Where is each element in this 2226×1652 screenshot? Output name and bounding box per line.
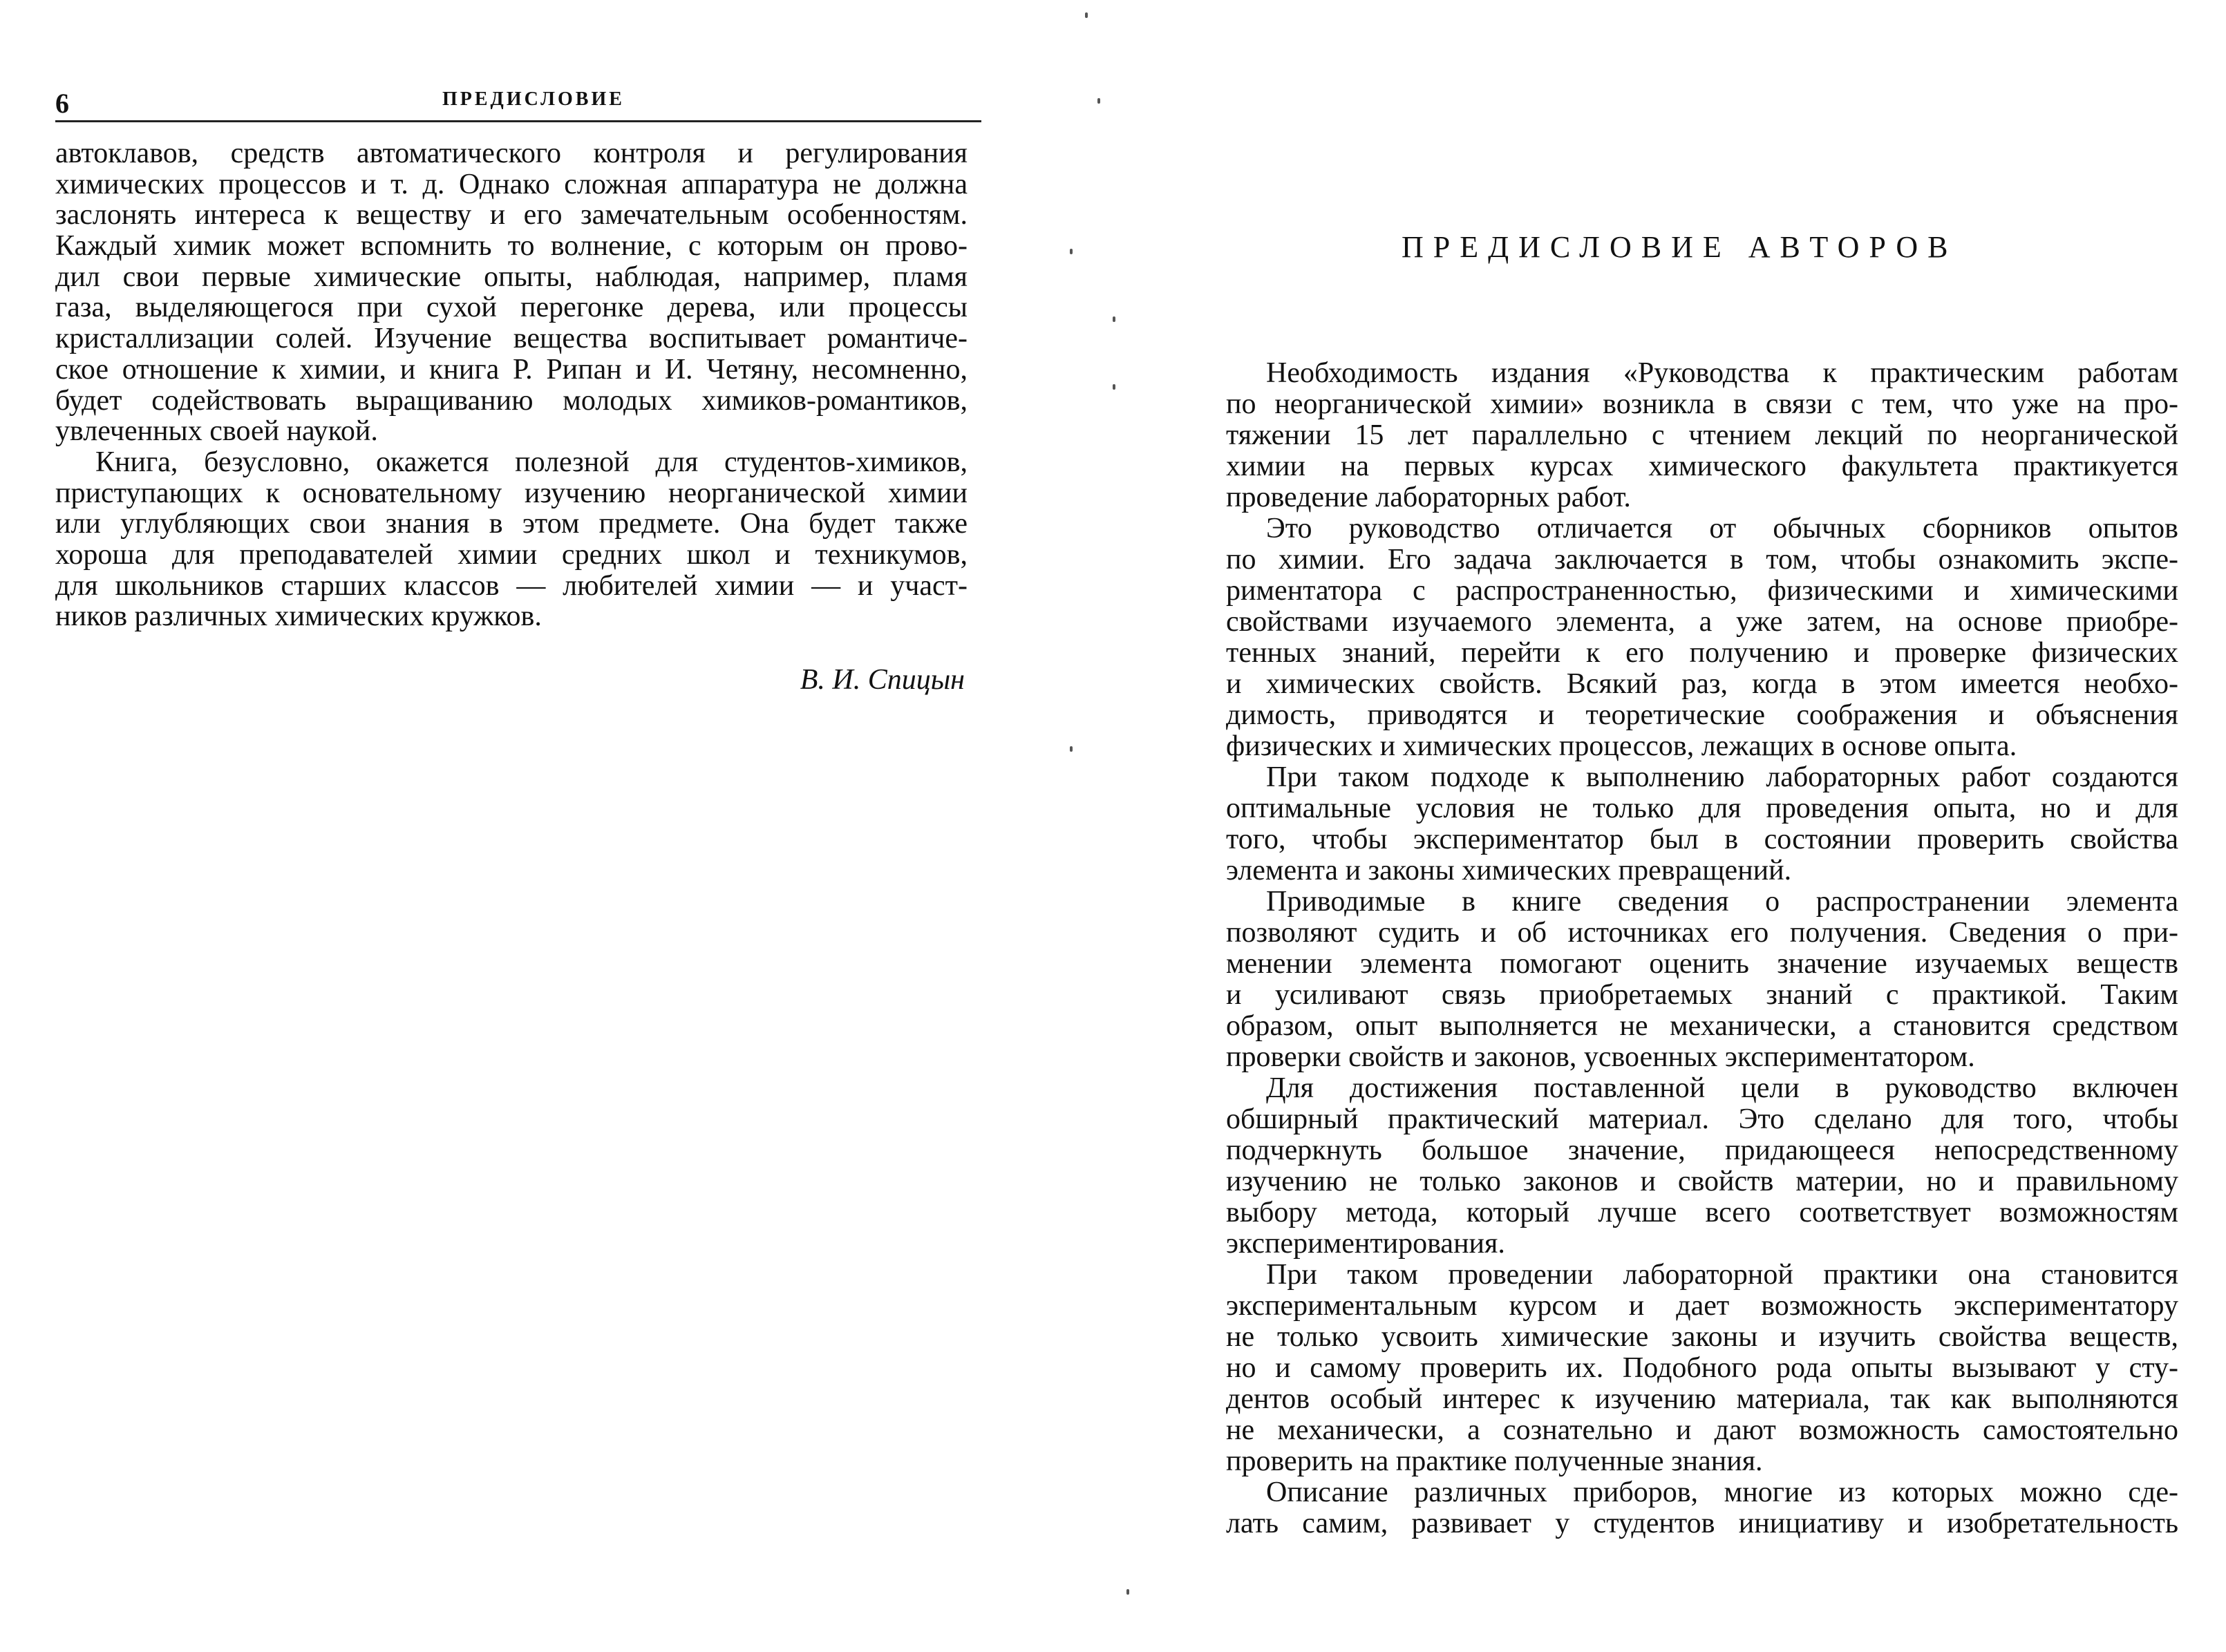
text-line: химии на первых курсах химического факультета практикуется [1226, 451, 2178, 482]
text-line: проверки свойств и законов, усвоенных экспериментатором. [1226, 1042, 1975, 1073]
text-line: ское отношение к химии, и книга Р. Рипан и И. Четяну, несомненно, [55, 354, 968, 386]
text-line: обширный практический материал. Это сделано для того, чтобы [1226, 1104, 2178, 1135]
scan-speck [1113, 384, 1115, 390]
text-line: дентов особый интерес к изучению материала, так как выполняются [1226, 1384, 2178, 1415]
text-line: тенных знаний, перейти к его получению и проверке физических [1226, 638, 2178, 669]
text-line: ников различных химических кружков. [55, 601, 542, 632]
text-line: физических и химических процессов, лежащих в основе опыта. [1226, 731, 2017, 762]
text-line: для школьников старших классов — любителей химии — и участ- [55, 570, 968, 602]
text-line: Для достижения поставленной цели в руководство включен [1266, 1073, 2178, 1104]
text-line: Книга, безусловно, окажется полезной для студентов-химиков, [95, 446, 968, 478]
text-line: изучению не только законов и свойств материи, но и правильному [1226, 1166, 2178, 1197]
text-line: не механически, а сознательно и дают возможность самостоятельно [1226, 1415, 2178, 1446]
left-page [0, 0, 1078, 1652]
text-line: Необходимость издания «Руководства к практическим работам [1266, 358, 2178, 389]
right-body-text [1226, 358, 2178, 1539]
text-line: по химии. Его задача заключается в том, чтобы ознакомить экспе- [1226, 544, 2178, 576]
text-line: того, чтобы экспериментатор был в состоянии проверить свойства [1226, 824, 2178, 855]
section-title: ПРЕДИСЛОВИЕ АВТОРОВ [1402, 230, 1958, 264]
text-line: увлеченных своей наукой. [55, 416, 378, 447]
text-line: приступающих к основательному изучению неорганической химии [55, 477, 968, 509]
page-number: 6 [55, 88, 69, 119]
text-line: экспериментальным курсом и дает возможность экспериментатору [1226, 1291, 2178, 1322]
text-line: хороша для преподавателей химии средних школ и техникумов, [55, 539, 968, 571]
text-line: дил свои первые химические опыты, наблюдая, например, пламя [55, 261, 968, 293]
scan-speck [1085, 12, 1088, 18]
text-line: подчеркнуть большое значение, придающееся непосредственному [1226, 1135, 2178, 1166]
text-line: менении элемента помогают оценить значение изучаемых веществ [1226, 949, 2178, 980]
text-line: и химических свойств. Всякий раз, когда в этом имеется необхо- [1226, 669, 2178, 700]
text-line: элемента и законы химических превращений. [1226, 855, 1792, 886]
text-line: но и самому проверить их. Подобного рода опыты вызывают у сту- [1226, 1353, 2178, 1384]
running-title: ПРЕДИСЛОВИЕ [442, 88, 625, 110]
text-line: При таком подходе к выполнению лабораторных работ создаются [1266, 762, 2178, 793]
running-head [55, 82, 981, 122]
text-line: экспериментирования. [1226, 1228, 1505, 1260]
text-line: Это руководство отличается от обычных сборников опытов [1266, 513, 2178, 544]
text-line: кристаллизации солей. Изучение вещества воспитывает романтиче- [55, 323, 968, 354]
signature: В. И. Спицын [800, 664, 965, 696]
text-line: свойствами изучаемого элемента, а уже затем, на основе приобре- [1226, 607, 2178, 638]
scan-speck [1113, 316, 1115, 322]
text-line: и усиливают связь приобретаемых знаний с практикой. Таким [1226, 980, 2178, 1011]
text-line: не только усвоить химические законы и изучить свойства веществ, [1226, 1322, 2178, 1353]
right-page [1113, 0, 2226, 1652]
text-line: по неорганической химии» возникла в связи с тем, что уже на про- [1226, 389, 2178, 420]
text-line: При таком проведении лабораторной практики она становится [1266, 1260, 2178, 1291]
scan-speck [1070, 746, 1073, 752]
scan-speck [1126, 1589, 1129, 1595]
text-line: выбору метода, который лучше всего соответствует возможностям [1226, 1197, 2178, 1228]
scan-speck [1070, 249, 1073, 254]
scan-speck [1097, 98, 1100, 104]
text-line: лать самим, развивает у студентов инициативу и изобретательность [1226, 1508, 2178, 1539]
text-line: оптимальные условия не только для проведения опыта, но и для [1226, 793, 2178, 824]
text-line: химических процессов и т. д. Однако сложная аппаратура не должна [55, 169, 968, 200]
text-line: образом, опыт выполняется не механически, а становится средством [1226, 1011, 2178, 1042]
text-line: Каждый химик может вспомнить то волнение, с которым он прово- [55, 231, 968, 262]
text-line: проверить на практике полученные знания. [1226, 1446, 1763, 1477]
text-line: позволяют судить и об источниках его получения. Сведения о при- [1226, 918, 2178, 949]
left-body-text [55, 138, 968, 632]
text-line: димость, приводятся и теоретические соображения и объяснения [1226, 700, 2178, 731]
text-line: риментатора с распространенностью, физическими и химическими [1226, 576, 2178, 607]
text-line: автоклавов, средств автоматического контроля и регулирования [55, 138, 968, 169]
text-line: заслонять интереса к веществу и его замечательным особенностям. [55, 200, 968, 231]
text-line: проведение лабораторных работ. [1226, 482, 1631, 513]
text-line: Приводимые в книге сведения о распространении элемента [1266, 886, 2178, 918]
text-line: тяжении 15 лет параллельно с чтением лекций по неорганической [1226, 420, 2178, 451]
text-line: газа, выделяющегося при сухой перегонке дерева, или процессы [55, 292, 968, 324]
text-line: Описание различных приборов, многие из которых можно сде- [1266, 1477, 2178, 1508]
text-line: или углубляющих свои знания в этом предмете. Она будет также [55, 509, 968, 540]
text-line: будет содействовать выращиванию молодых химиков-романтиков, [55, 385, 968, 417]
